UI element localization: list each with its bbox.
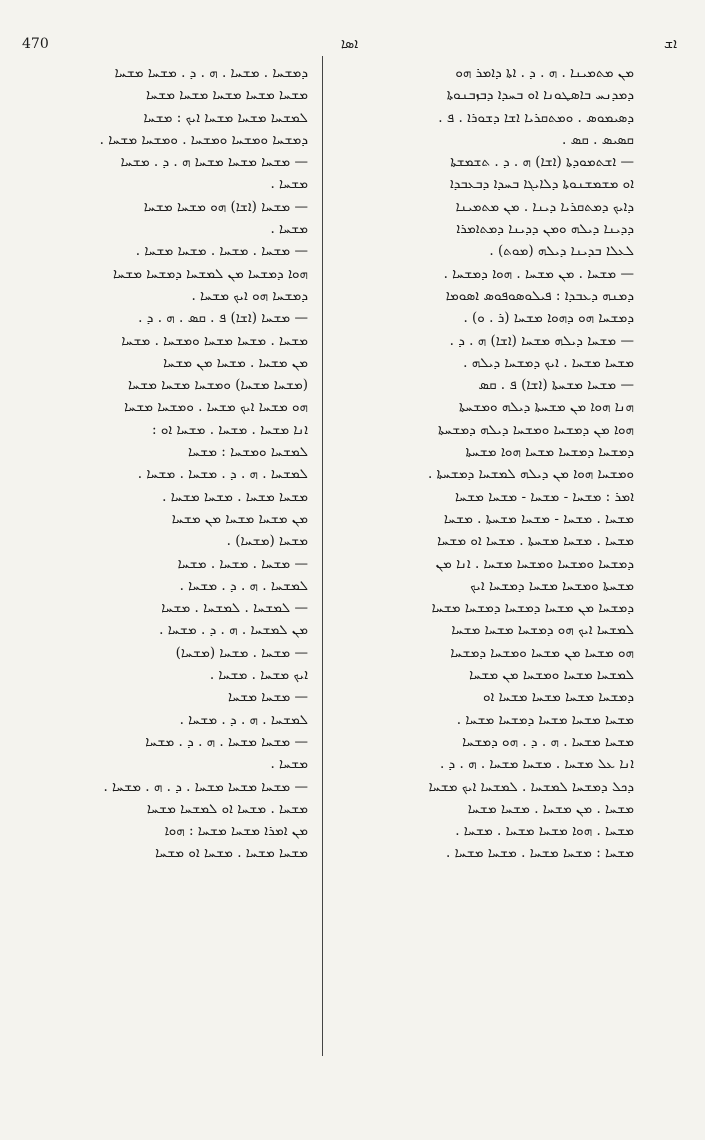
left-column-line: ܠܡܫܚܐ . ܗ . ܕ . ܡܫܚܐ . — [179, 577, 308, 594]
left-column-line: ܗܘ ܡܫܚܐ ܐܝܟ ܡܫܚܐ . ܘܡܫܚܐ ܡܫܚܐ — [124, 399, 308, 416]
right-column-line: ܐܡܪ : ܡܫܚܐ - ܡܫܚܐ - ܡܫܚܐ ܡܫܚܐ — [454, 488, 634, 505]
right-column-line: ܕܟܠ ܕܡܫܚܐ ܠܡܫܚܐ . ܠܡܫܚܐ ܐܝܟ ܡܫܚܐ — [428, 778, 634, 795]
right-column-line: ܠܥܠܐ ܒܕܝܢܐ ܕܝܠܗ (ܡܘܬ) . — [489, 243, 634, 260]
left-column — [20, 62, 308, 865]
left-column-line: ܐܝܟ ܡܫܚܐ . ܡܫܚܐ . — [209, 667, 308, 684]
left-column-line: — ܡܫܚܐ ܡܫܚܐ . ܗ . ܕ . ܡܫܚܐ — [145, 733, 308, 750]
left-column-line: ܕܡܫܚܐ . ܡܫܚܐ . ܗ . ܕ . ܡܫܚܐ ܡܫܚܐ — [114, 65, 308, 81]
left-column-line: — ܡܫܚܐ (ܐܫܐ) ܗܘ ܡܫܚܐ ܡܫܚܐ — [143, 198, 308, 215]
right-column-line: ܕܡܢܗ ܕܥܒܕܐ : ܦܝܠܘܣܘܦܘܣ ܐܣܘܡܐ — [445, 287, 634, 304]
right-column-line: — ܡܫܚܐ ܕܝܠܗ ܡܫܚܐ (ܐܫܐ) ܗ . ܕ . — [449, 332, 634, 349]
left-column-line: ܡܢ ܡܫܚܐ . ܡܫܚܐ ܡܢ ܡܫܚܐ — [163, 354, 308, 371]
right-column-line: ܕܡܫܚܐ ܕܡܫܚܐ ܡܫܚܐ ܗܘܐ ܡܫܚܬܐ — [465, 444, 634, 461]
right-column-line: ܐܘ ܡܫܡܫܢܘܬܐ ܕܠܐܝܓܐ ܒܚܕܐ ܕܒܥܒܕܐ — [449, 176, 634, 193]
left-column-line: — ܡܫܚܐ . ܡܫܚܐ (ܡܫܚܐ) — [175, 644, 308, 661]
right-column-line: ܩܣܝܣ . ܩܣ . — [561, 131, 634, 148]
left-column-line: ܡܢ ܡܫܚܐ ܡܫܚܐ ܡܢ ܡܫܚܐ — [171, 510, 308, 527]
right-column — [332, 62, 634, 865]
right-column-line: — ܡܫܚܐ ܡܫܚܬܐ (ܐܫܐ) ܦ . ܩܣ — [478, 377, 634, 394]
left-column-line: — ܡܫܚܐ . ܡܫܚܐ . ܡܫܚܐ — [177, 555, 308, 572]
right-column-line: ܕܡܫܚܐ ܘܡܫܚܐ ܘܡܫܚܐ ܡܫܚܐ . ܐܢܐ ܡܢ — [435, 555, 634, 572]
left-column-line: — ܡܫܚܐ ܡܫܚܐ ܡܫܚܐ ܗ . ܕ . ܡܫܚܐ — [120, 154, 308, 171]
left-column-line: ܠܡܫܚܐ . ܗ . ܕ . ܡܫܚܐ . — [179, 711, 308, 728]
right-column-line: ܕܣܝܡܘܣ . ܘܡܬܩܪܝܐ ܐܫܐ ܕܫܘܪܐ . ܦ . — [438, 109, 634, 126]
left-column-line: (ܡܫܚܐ ܡܫܚܐ) ܘܡܫܚܐ ܡܫܚܐ ܡܫܚܐ — [127, 377, 308, 394]
right-column-line: ܗܢܐ ܗܘܐ ܡܢ ܡܫܚܬܐ ܕܝܠܗ ܘܡܫܚܬܐ — [458, 399, 634, 416]
left-column-line: ܡܫܚܐ . ܡܫܚܐ ܡܫܚܐ ܘܡܫܚܐ . ܡܫܚܐ — [121, 332, 308, 349]
left-column-line: — ܡܫܚܐ ܡܫܚܐ ܡܫܚܐ . ܕ . ܗ . ܡܫܚܐ . — [103, 778, 308, 795]
left-column-line: ܡܢ ܐܡܪܐ ܡܫܚܐ ܡܫܚܐ : ܗܘܐ — [164, 823, 308, 840]
left-column-line: ܡܫܚܐ (ܡܫܚܐ) . — [226, 533, 308, 550]
right-column-line: ܡܫܚܐ . ܡܢ ܡܫܚܐ . ܡܫܚܐ ܡܫܚܐ — [467, 800, 634, 817]
left-column-line: — ܡܫܚܐ . ܡܫܚܐ . ܡܫܚܐ ܡܫܚܐ . — [135, 243, 308, 260]
right-column-line: ܕܕܝܢܐ ܕܝܠܗ ܘܡܢ ܕܕܝܢܐ ܕܡܬܐܡܪܐ — [456, 221, 634, 238]
right-column-line: ܐܢܐ ܥܠ ܡܫܚܐ . ܡܫܚܐ ܡܫܚܐ . ܗ . ܕ . — [439, 756, 634, 773]
right-column-line: ܡܫܚܐ ܡܫܚܐ . ܗ . ܕ . ܗܘ ܕܡܫܚܐ — [462, 733, 634, 750]
left-column-line: ܡܫܚܐ . — [270, 221, 308, 238]
section-mark: ܐܫ — [664, 36, 677, 52]
right-column-line: ܠܡܫܚܐ ܐܝܟ ܗܘ ܕܡܫܚܐ ܡܫܚܐ ܡܫܚܐ — [451, 622, 634, 639]
right-column-line: ܕܐܝܟ ܕܡܬܩܪܝܐ ܕܝܢܐ . ܡܢ ܡܬܡܝܢܐ — [455, 198, 634, 215]
right-column-line: — ܡܫܚܐ . ܡܢ ܡܫܚܐ . ܗܘܐ ܕܡܫܚܐ . — [443, 265, 634, 282]
right-column-line: ܕܡܫܚܐ ܡܢ ܡܫܚܐ ܕܡܫܚܐ ܕܡܫܚܐ ܡܫܚܐ — [431, 600, 634, 617]
left-column-line: ܠܡܫܚܐ ܡܫܚܐ ܡܫܚܐ ܐܝܟ : ܡܫܚܐ — [143, 109, 308, 126]
right-column-line: ܕܡܫܚܐ ܡܫܚܐ ܡܫܚܐ ܡܫܚܐ ܐܘ — [483, 689, 634, 706]
left-column-line: ܐܢܐ ܡܫܚܐ . ܡܫܚܐ . ܡܫܚܐ ܐܘ : — [152, 421, 308, 438]
left-column-line: ܡܫܚܐ . ܡܫܚܐ ܐܘ ܠܡܫܚܐ ܡܫܚܐ — [146, 800, 308, 817]
right-column-line: ܡܫܚܐ . ܡܫܚܐ - ܡܫܚܐ ܡܫܚܬܐ . ܡܫܚܐ — [443, 510, 634, 527]
right-column-line: ܡܫܚܐ : ܡܫܚܐ ܡܫܚܐ . ܡܫܚܐ ܡܫܚܐ . — [446, 845, 634, 862]
right-column-line: ܗܘܐ ܡܢ ܕܡܫܚܐ ܘܡܫܚܐ ܕܝܠܗ ܕܡܫܚܬܐ — [438, 421, 634, 438]
right-column-line: ܘܡܫܚܐ ܗܘܐ ܡܢ ܕܝܠܗ ܠܡܫܚܐ ܕܡܫܚܬܐ . — [427, 466, 634, 483]
right-column-line: ܡܫܚܐ ܡܫܚܐ . ܐܝܟ ܕܡܫܚܐ ܕܝܠܗ . — [463, 354, 634, 371]
right-column-line: ܡܫܚܐ ܡܫܚܐ ܡܫܚܐ ܕܡܫܚܐ ܡܫܚܐ . — [456, 711, 634, 728]
left-column-line: ܡܢ ܠܡܫܚܐ . ܗ . ܕ . ܡܫܚܐ . — [159, 622, 308, 639]
left-column-line: ܗܘܐ ܕܡܫܚܐ ܡܢ ܠܡܫܚܐ ܕܡܫܚܐ ܡܫܚܐ — [113, 265, 308, 282]
left-column-line: ܡܫܚܐ ܡܫܚܐ . ܡܫܚܐ ܡܫܚܐ . — [162, 488, 308, 505]
left-column-line: ܕܡܫܚܐ ܗܘ ܐܝܟ ܡܫܚܐ . — [191, 287, 308, 304]
right-column-line: ܡܢ ܡܬܡܝܢܐ . ܗ . ܕ . ܐܬܐ ܕܐܡܪ ܗܘ — [455, 65, 634, 81]
left-column-line: — ܡܫܚܐ (ܐܫܐ) ܦ . ܩܣ . ܗ . ܕ . — [138, 310, 308, 327]
left-column-line: — ܡܫܚܐ ܡܫܚܐ — [228, 689, 308, 706]
page-header — [22, 36, 677, 60]
right-column-line: ܡܫܚܬܐ ܘܡܫܚܐ ܡܫܚܐ ܕܡܫܚܐ ܐܝܟ — [470, 577, 634, 594]
left-column-line: ܕܡܫܚܐ ܘܡܫܚܐ ܘܡܫܚܐ . ܘܡܫܚܐ ܡܫܚܐ . — [99, 131, 308, 148]
left-column-line: — ܠܡܫܚܐ . ܠܡܫܚܐ . ܡܫܚܐ — [161, 600, 308, 617]
running-title: ܐܣܐ — [340, 36, 359, 52]
page-number: 470 — [22, 36, 49, 52]
left-column-line: ܠܡܫܚܐ ܘܡܫܚܐ : ܡܫܚܐ — [188, 444, 308, 461]
right-column-line: — ܐܫܬܡܘܕܬܐ (ܐܫܐ) ܗ . ܕ . ܬܫܡܫܬܐ — [450, 154, 634, 171]
right-column-line: ܗܘ ܡܫܚܐ ܡܢ ܡܫܚܐ ܘܡܫܚܐ ܕܡܫܚܐ — [450, 644, 634, 661]
right-column-line: ܡܫܚܐ . ܗܘܐ ܡܫܚܐ ܡܫܚܐ . ܡܫܚܐ . — [455, 823, 634, 840]
left-column-line: ܡܫܚܐ . — [270, 176, 308, 193]
right-column-line: ܠܡܫܚܐ ܡܫܚܐ ܘܡܫܚܐ ܡܢ ܡܫܚܐ — [469, 667, 634, 684]
left-column-line: ܡܫܚܐ ܡܫܚܐ ܡܫܚܐ ܡܫܚܐ ܡܫܚܐ — [146, 87, 308, 104]
column-divider — [322, 56, 323, 1056]
right-column-line: ܕܡܫܚܐ ܗܘ ܕܗܘܐ ܡܫܚܐ (ܪ . ܘ) . — [463, 310, 634, 327]
right-column-line: ܕܡܕܢܚ ܒܐܣܛܘܢܐ ܐܘ ܒܚܕܐ ܕܒܙܒܢܘܬܐ — [446, 87, 634, 104]
left-column-line: ܡܫܚܐ ܡܫܚܐ . ܡܫܚܐ ܐܘ ܡܫܚܐ — [155, 845, 308, 862]
left-column-line: ܠܡܫܚܐ . ܗ . ܕ . ܡܫܚܐ . ܡܫܚܐ . — [137, 466, 308, 483]
left-column-line: ܡܫܚܐ . — [270, 756, 308, 773]
right-column-line: ܡܫܚܐ . ܡܫܚܐ ܡܫܚܬܐ . ܡܫܚܐ ܐܘ ܡܫܚܐ — [437, 533, 634, 550]
